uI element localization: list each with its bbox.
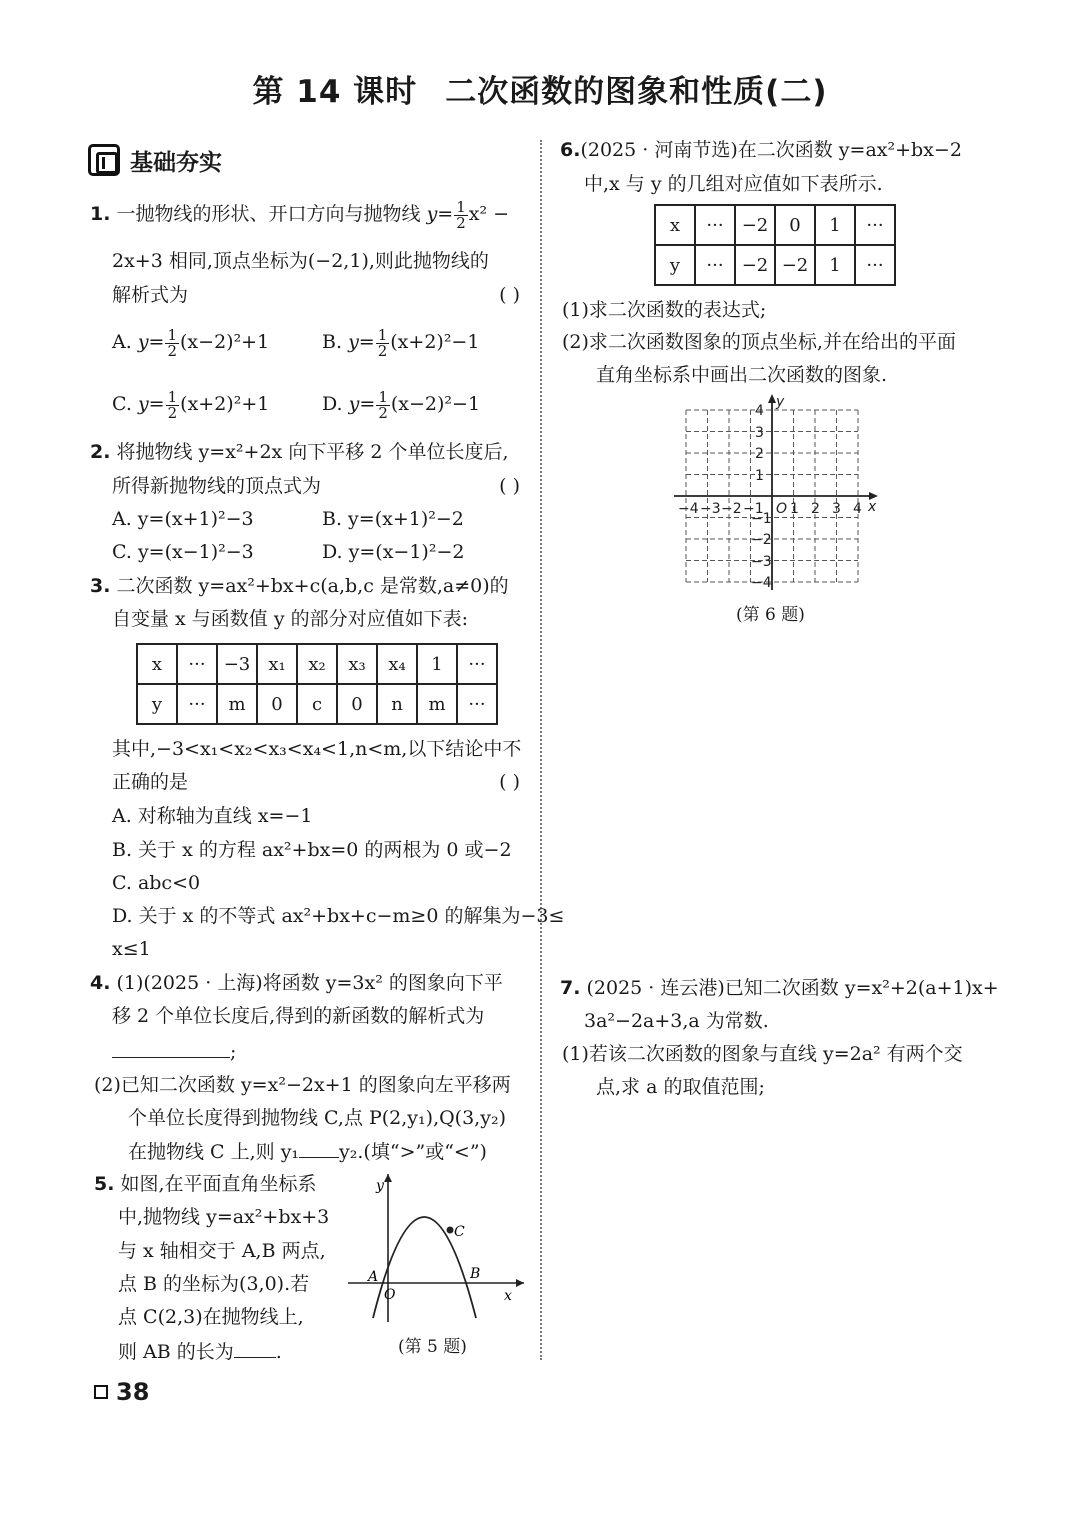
- q3-option-d-cont: x≤1: [112, 938, 151, 960]
- y-tick-label: 1: [755, 468, 764, 484]
- q5-figure-caption: (第 5 题): [398, 1337, 467, 1357]
- point-b-label: B: [470, 1266, 481, 1282]
- q1-option-b: B. y= $\frac{1}{2}$ (x+2)²−1: [322, 325, 480, 360]
- x-tick-label: −1: [743, 501, 764, 517]
- q5-line1: 5. 如图,在平面直角坐标系: [94, 1173, 317, 1195]
- q1-stem-line2: 2x+3 相同,顶点坐标为(−2,1),则此抛物线的: [112, 250, 489, 272]
- column-divider: [540, 140, 542, 1360]
- q3-stem-line2: 自变量 x 与函数值 y 的部分对应值如下表:: [112, 608, 469, 630]
- x-tick-label: 1: [790, 501, 799, 517]
- q3-stem-line1: 3. 二次函数 y=ax²+bx+c(a,b,c 是常数,a≠0)的: [90, 575, 509, 597]
- q7-part1-line2: 点,求 a 的取值范围;: [596, 1076, 765, 1098]
- y-tick-label: −3: [751, 554, 772, 570]
- q6-stem-line2: 中,x 与 y 的几组对应值如下表所示.: [584, 173, 883, 195]
- answer-blank[interactable]: [112, 1035, 230, 1058]
- lesson-number: 第 14 课时: [252, 74, 418, 110]
- x-axis-arrow: [516, 1279, 524, 1287]
- q5-line5: 点 C(2,3)在抛物线上,: [118, 1306, 304, 1328]
- q2-option-c: C. y=(x−1)²−3: [112, 541, 254, 563]
- q2-option-d: D. y=(x−1)²−2: [322, 541, 465, 563]
- q2-stem-line2: 所得新抛物线的顶点式为 ( ): [112, 470, 520, 503]
- q7-part1-line1: (1)若该二次函数的图象与直线 y=2a² 有两个交: [562, 1043, 963, 1065]
- origin-label: O: [384, 1287, 396, 1303]
- q1-option-a: A. y= $\frac{1}{2}$ (x−2)²+1: [112, 325, 270, 360]
- x-tick-label: 3: [832, 501, 841, 517]
- x-tick-label: 4: [853, 501, 862, 517]
- y-axis-arrow: [768, 394, 776, 403]
- section-header: [88, 142, 222, 178]
- q3-option-d: D. 关于 x 的不等式 ax²+bx+c−m≥0 的解集为−3≤: [112, 905, 565, 927]
- y-tick-label: 4: [755, 403, 764, 419]
- point-a-label: A: [368, 1269, 379, 1285]
- q1-option-c: C. y= $\frac{1}{2}$ (x+2)²+1: [112, 387, 270, 422]
- y-tick-label: 2: [755, 446, 764, 462]
- answer-blank[interactable]: [299, 1135, 339, 1158]
- table-row: x ··· −2 0 1 ···: [655, 205, 895, 245]
- x-axis-label: x: [504, 1288, 512, 1304]
- q6-part2-line2: 直角坐标系中画出二次函数的图象.: [596, 364, 888, 386]
- x-tick-label: −4: [678, 501, 699, 517]
- q3-after-line2: 正确的是 ( ): [112, 766, 520, 799]
- x-tick-label: −3: [700, 501, 721, 517]
- q5-line4: 点 B 的坐标为(3,0).若: [118, 1273, 310, 1295]
- q5-parabola-figure: [340, 1168, 530, 1328]
- page-number: 38: [94, 1378, 149, 1406]
- answer-paren: ( ): [499, 771, 520, 793]
- q7-stem-line2: 3a²−2a+3,a 为常数.: [584, 1010, 769, 1032]
- q6-stem-line1: 6.(2025 · 河南节选)在二次函数 y=ax²+bx−2: [560, 139, 962, 161]
- q6-figure-caption: (第 6 题): [736, 605, 805, 625]
- y-axis-label: y: [776, 394, 785, 410]
- table-row: x ··· −3 x₁ x₂ x₃ x₄ 1 ···: [137, 644, 497, 684]
- answer-paren: ( ): [499, 475, 520, 497]
- q3-option-b: B. 关于 x 的方程 ax²+bx=0 的两根为 0 或−2: [112, 839, 512, 861]
- section-title: 基础夯实: [130, 149, 222, 176]
- answer-blank[interactable]: [234, 1335, 276, 1358]
- lesson-topic: 二次函数的图象和性质(二): [445, 74, 828, 110]
- q3-after-line1: 其中,−3<x₁<x₂<x₃<x₄<1,n<m,以下结论中不: [112, 738, 522, 760]
- x-tick-label: −2: [721, 501, 742, 517]
- q3-option-c: C. abc<0: [112, 872, 201, 894]
- y-tick-label: −4: [751, 575, 772, 591]
- y-axis-label: y: [376, 1178, 384, 1194]
- point-c-label: C: [454, 1224, 465, 1240]
- q4-part2-line1: (2)已知二次函数 y=x²−2x+1 的图象向左平移两: [94, 1074, 511, 1096]
- q4-part2-line2: 个单位长度得到抛物线 C,点 P(2,y₁),Q(3,y₂): [128, 1107, 506, 1129]
- x-tick-label: 2: [811, 501, 820, 517]
- q6-part1: (1)求二次函数的表达式;: [562, 299, 767, 321]
- origin-label: O: [776, 501, 788, 517]
- q1-stem-line1: 1. 一抛物线的形状、开口方向与抛物线 y= $\frac{1}{2}$ x² −: [90, 197, 510, 232]
- answer-paren: ( ): [499, 284, 520, 306]
- point-c: [447, 1227, 454, 1234]
- table-row: y ··· m 0 c 0 n m ···: [137, 684, 497, 724]
- book-icon: [88, 144, 120, 176]
- q5-line3: 与 x 轴相交于 A,B 两点,: [118, 1240, 326, 1262]
- q6-value-table: [654, 204, 896, 286]
- q2-stem-line1: 2. 将抛物线 y=x²+2x 向下平移 2 个单位长度后,: [90, 441, 509, 463]
- page-icon: [94, 1385, 108, 1399]
- q3-value-table: [136, 643, 498, 725]
- q1-option-d: D. y= $\frac{1}{2}$ (x−2)²−1: [322, 387, 481, 422]
- q6-coordinate-grid: [668, 392, 884, 592]
- page-title: [0, 66, 1080, 111]
- q3-option-a: A. 对称轴为直线 x=−1: [112, 805, 313, 827]
- y-tick-label: 3: [755, 425, 764, 441]
- q7-stem-line1: 7. (2025 · 连云港)已知二次函数 y=x²+2(a+1)x+: [560, 977, 999, 999]
- q4-part1-line3: ;: [112, 1035, 236, 1069]
- table-row: y ··· −2 −2 1 ···: [655, 245, 895, 285]
- x-axis-label: x: [868, 499, 877, 515]
- y-axis-arrow: [384, 1174, 392, 1182]
- q5-line2: 中,抛物线 y=ax²+bx+3: [118, 1206, 330, 1228]
- q4-part1-line1: 4. (1)(2025 · 上海)将函数 y=3x² 的图象向下平: [90, 972, 503, 994]
- q2-option-b: B. y=(x+1)²−2: [322, 508, 464, 530]
- q4-part2-line3: 在抛物线 C 上,则 y₁ y₂.(填“>”或“<”): [128, 1135, 487, 1169]
- q2-option-a: A. y=(x+1)²−3: [112, 508, 254, 530]
- q1-fraction: $\frac{1}{2}$: [456, 197, 466, 232]
- q4-part1-line2: 移 2 个单位长度后,得到的新函数的解析式为: [112, 1005, 485, 1027]
- q5-line6: 则 AB 的长为 .: [118, 1335, 282, 1369]
- y-tick-label: −2: [751, 532, 772, 548]
- q6-part2-line1: (2)求二次函数图象的顶点坐标,并在给出的平面: [562, 331, 956, 353]
- y-tick-label: −1: [751, 511, 772, 527]
- q1-stem-line3: 解析式为 ( ): [112, 279, 520, 312]
